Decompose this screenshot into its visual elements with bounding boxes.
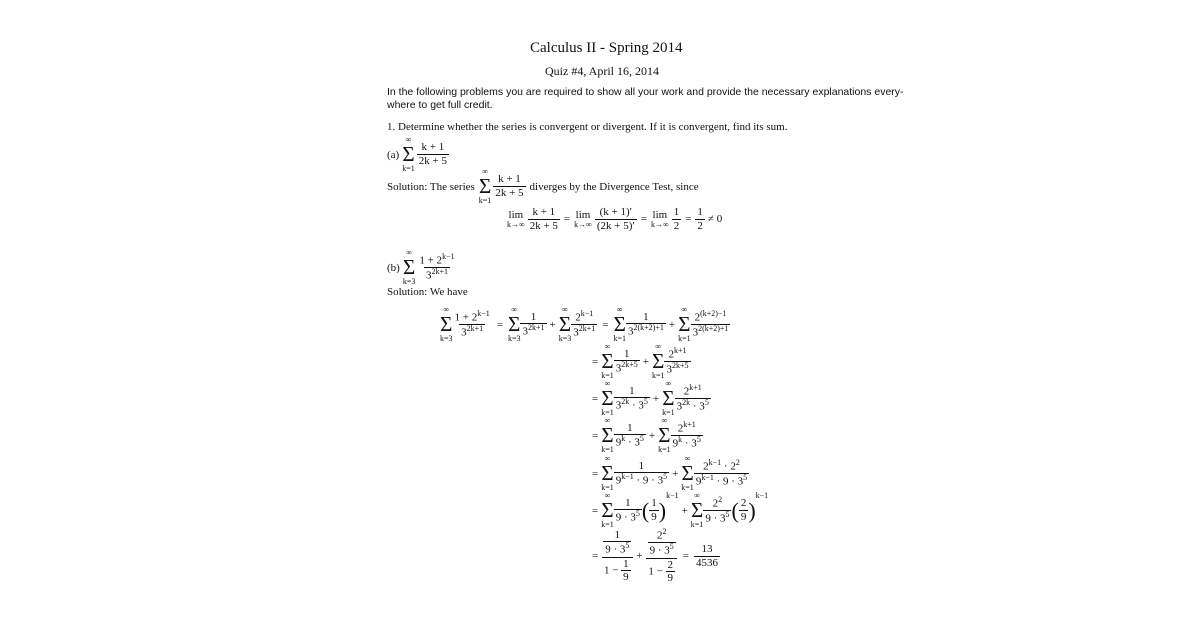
sigma-symbol: ∞ Σ k=1 — [478, 167, 492, 205]
instructions-line-2: where to get full credit. — [387, 99, 493, 111]
part-b-label: (b) — [387, 261, 400, 274]
instructions-line-1: In the following problems you are required to show all your work and provide the necessary explanations every- — [387, 86, 904, 98]
part-a-solution: Solution: The series ∞ Σ k=1 $\frac{k + 1}{2k + 5}$ diverges by the Divergence Test, since — [387, 167, 699, 205]
part-b-series: (b) ∞ Σ k=3 $\frac{1 + 2^{k-1}}{3^{2k+1}}$ — [387, 248, 455, 286]
sigma-symbol: ∞ Σ k=1 — [402, 135, 415, 173]
part-a-fraction: $\frac{k + 1}{2k + 5}$ — [418, 141, 447, 167]
part-b-step-3: = ∞ Σ k=1 $\frac{1}{3^{2k} \cdot 3^5}$ + ∞ Σ k=1 $\frac{2^{k+1}}{3^{2k} \cdot 3^5}$ — [592, 379, 709, 417]
page-title: Calculus II - Spring 2014 — [530, 40, 683, 56]
sigma-symbol: ∞ Σ k=3 — [402, 248, 416, 286]
part-b-step-1: ∞ Σ k=3 $\frac{1 + 2^{k-1}}{3^{2k+1}}$ = ∞ Σ k=3 $\frac{1}{3^{2k+1}}$ + ∞ Σ k=3 $\frac{2^{k-1}}{3^{2k+1}}$ = ∞ Σ k=1 $\frac{1}{3^{2(k+2)+1}}$ + ∞ Σ k=1 $\frac{2^{(k+2)-1}}{3^{2(k+2)+1}}$ — [440, 305, 729, 343]
part-b-step-6: = ∞ Σ k=1 $\frac{1}{9 \cdot 3^5}$ ( $\frac{1}{9}$ ) $^{k-1}$ + ∞ Σ k=1 $\frac{2^2}{9 \cdot 3^5}$ ( $\frac{2}{9}$ ) $^{k-1}$ — [592, 491, 769, 529]
part-b-solution-intro: Solution: We have — [387, 286, 468, 298]
part-b-step-4: = ∞ Σ k=1 $\frac{1}{9^k \cdot 3^5}$ + ∞ Σ k=1 $\frac{2^{k+1}}{9^k \cdot 3^5}$ — [592, 416, 701, 454]
part-b-step-5: = ∞ Σ k=1 $\frac{1}{9^{k-1} \cdot 9 \cdot 3^5}$ + ∞ Σ k=1 $\frac{2^{k-1} \cdot 2^2}{9^{k-1} \cdot 9 \cdot 3^5}$ — [592, 454, 748, 492]
quiz-subtitle: Quiz #4, April 16, 2014 — [545, 64, 659, 78]
problem-1-statement: 1. Determine whether the series is convergent or divergent. If it is convergent, find its sum. — [387, 121, 788, 133]
final-answer: $\frac{13}{4536}$ — [696, 543, 718, 569]
part-a-limit: lim k→∞ $\frac{k + 1}{2k + 5}$ = lim k→∞ $\frac{(k + 1)'}{(2k + 5)'}$ = lim k→∞ $\frac{1}{2}$ = $\frac{1}{2}$ ≠ 0 — [507, 206, 723, 232]
part-a-label: (a) — [387, 148, 400, 161]
part-b-step-2: = ∞ Σ k=1 $\frac{1}{3^{2k+5}}$ + ∞ Σ k=1 $\frac{2^{k+1}}{3^{2k+5}}$ — [592, 342, 689, 380]
part-b-step-7: = $\frac{1}{9 \cdot 3^5}$ 1 − $\frac{1}{9}$ + $\frac{2^2}{9 \cdot 3^5}$ 1 − $\frac{2}{9}$ = $\frac{13}{4536}$ — [592, 527, 718, 585]
